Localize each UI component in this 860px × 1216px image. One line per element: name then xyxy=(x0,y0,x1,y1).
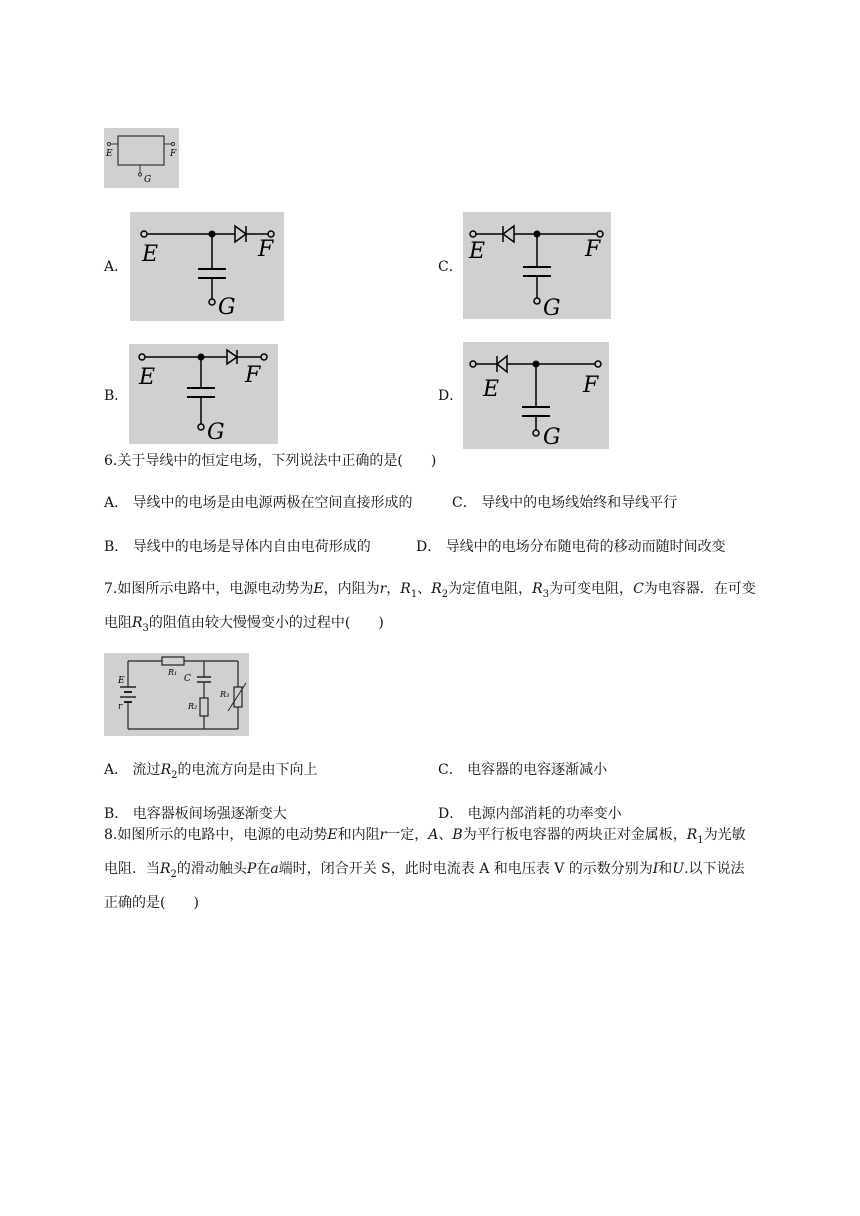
q5-option-c-letter: C． xyxy=(438,259,463,275)
q7-option-b[interactable]: B． 电容器板间场强逐渐变大 xyxy=(104,806,287,822)
b-label-e: E xyxy=(139,365,156,390)
c-label-g: G xyxy=(543,296,561,319)
q5-option-d-letter: D． xyxy=(438,388,464,404)
q7-option-c[interactable]: C． 电容器的电容逐渐减小 xyxy=(438,762,608,778)
q7-stem: 7.如图所示电路中，电源电动势为E，内阻为r，$R_1$、$R_2$为定值电阻，$R_3$为可变电阻，C为电容器．在可变电阻$R_3$的阻值由较大慢慢变小的过程中( ) xyxy=(104,581,756,634)
q6-option-a[interactable]: A． 导线中的电场是由电源两极在空间直接形成的 xyxy=(104,495,413,511)
b-label-g: G xyxy=(207,420,225,444)
b-label-f: F xyxy=(245,363,261,388)
box-label-f: F xyxy=(170,149,177,159)
q8-stem: 8.如图所示的电路中，电源的电动势E和内阻r一定，A、B为平行板电容器的两块正对金属板，$R_1$为光敏电阻．当$R_2$的滑动触头P在a端时，闭合开关 S，此时电流表 A 和电压表 V 的示数分别为I和U.以下说法正确的是( ) xyxy=(104,827,746,911)
d-label-g: G xyxy=(543,425,561,449)
c-label-e: E xyxy=(469,239,486,264)
q7-option-d[interactable]: D． 电源内部消耗的功率变小 xyxy=(438,806,622,822)
q6-stem: 6.关于导线中的恒定电场，下列说法中正确的是( ) xyxy=(104,453,437,469)
q5-option-c-figure[interactable] xyxy=(463,212,611,319)
a-label-g: G xyxy=(218,295,236,320)
a-label-f: F xyxy=(258,237,274,262)
q7-option-a[interactable]: A． 流过$R_2$的电流方向是由下向上 xyxy=(104,762,318,781)
q7-fig-label-r1: R₁ xyxy=(168,668,178,677)
q5-option-b-letter: B． xyxy=(104,388,129,404)
q5-option-b-figure[interactable] xyxy=(129,344,278,444)
q7-fig-label-r3: R₃ xyxy=(220,690,230,699)
q7-fig-label-r2: R₂ xyxy=(188,702,198,711)
q5-option-a-letter: A． xyxy=(104,259,129,275)
d-label-f: F xyxy=(583,373,599,398)
box-diagram xyxy=(104,128,179,188)
q7-fig-label-e: E xyxy=(118,676,125,686)
q5-option-a-figure[interactable] xyxy=(130,212,284,321)
box-figure xyxy=(104,128,179,188)
q6-option-c[interactable]: C． 导线中的电场线始终和导线平行 xyxy=(452,495,678,511)
q6-option-b[interactable]: B． 导线中的电场是导体内自由电荷形成的 xyxy=(104,539,371,555)
box-label-e: E xyxy=(106,149,113,159)
box-label-g: G xyxy=(144,175,152,185)
q7-fig-label-r: r xyxy=(118,702,123,712)
d-label-e: E xyxy=(483,377,500,402)
c-label-f: F xyxy=(585,237,601,262)
q7-fig-label-c: C xyxy=(184,674,191,684)
q7-circuit-figure xyxy=(104,653,249,736)
q5-option-d-figure[interactable] xyxy=(463,342,609,449)
a-label-e: E xyxy=(142,242,159,267)
q6-option-d[interactable]: D． 导线中的电场分布随电荷的移动而随时间改变 xyxy=(416,539,726,555)
